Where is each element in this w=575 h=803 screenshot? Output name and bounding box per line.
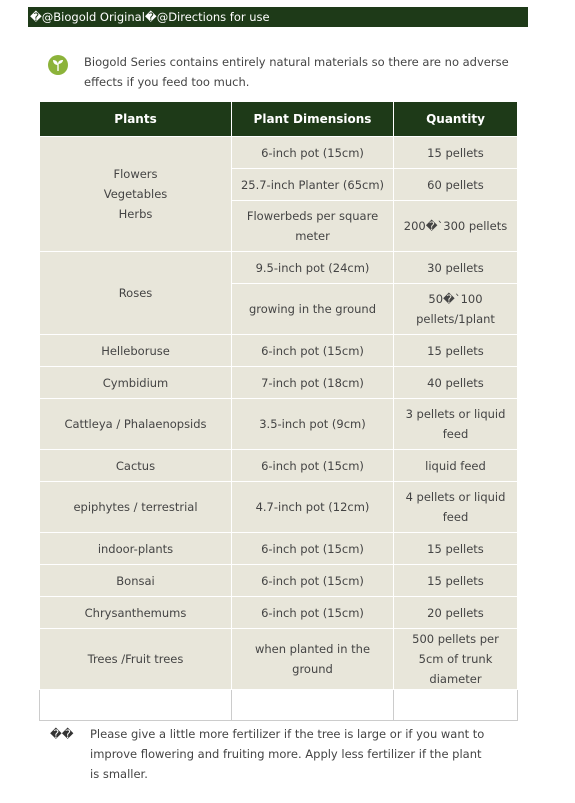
quantity-cell: 3 pellets or liquid feed (394, 399, 518, 450)
empty-cell (40, 690, 232, 721)
quantity-cell: liquid feed (394, 450, 518, 482)
header-plant-dimensions: Plant Dimensions (232, 102, 394, 137)
plant-name: Flowers (113, 167, 158, 181)
table-row (40, 399, 518, 450)
plant-name: Herbs (118, 207, 153, 221)
header-quantity: Quantity (394, 102, 518, 137)
empty-row (40, 690, 518, 721)
table-row (40, 565, 518, 597)
table-row (40, 482, 518, 533)
quantity-cell: 4 pellets or liquid feed (394, 482, 518, 533)
quantity-cell: 15 pellets (394, 137, 518, 169)
table-row (40, 137, 518, 169)
plant-cell: Roses (40, 252, 232, 335)
plant-name: Vegetables (103, 187, 168, 201)
table-row (40, 450, 518, 482)
table-row (40, 597, 518, 629)
dimension-cell: 25.7-inch Planter (65cm) (232, 169, 394, 201)
table-row (40, 533, 518, 565)
dimension-cell: 3.5-inch pot (9cm) (232, 399, 394, 450)
empty-cell (232, 690, 394, 721)
quantity-cell: 20 pellets (394, 597, 518, 629)
plant-cell: epiphytes / terrestrial (40, 482, 232, 533)
dimension-cell: 6-inch pot (15cm) (232, 335, 394, 367)
dimension-cell: 6-inch pot (15cm) (232, 450, 394, 482)
plant-cell: Cactus (40, 450, 232, 482)
leaf-icon (48, 55, 68, 75)
plant-cell: Chrysanthemums (40, 597, 232, 629)
empty-cell (394, 690, 518, 721)
dimension-cell: Flowerbeds per square meter (232, 201, 394, 252)
table-row (40, 629, 518, 690)
note-text: Please give a little more fertilizer if the tree is large or if you want to improve flowering and fruiting more. Apply less fertilizer if the plant is smaller. (90, 727, 485, 781)
dimension-cell: growing in the ground (232, 284, 394, 335)
plant-cell (40, 137, 232, 252)
table-row (40, 335, 518, 367)
plant-cell: Cymbidium (40, 367, 232, 399)
table-row (40, 252, 518, 284)
dimension-cell: 4.7-inch pot (12cm) (232, 482, 394, 533)
quantity-cell: 50�`100 pellets/1plant (394, 284, 518, 335)
dimension-cell: when planted in the ground (232, 629, 394, 690)
table-header-row (40, 102, 518, 137)
dimension-cell: 6-inch pot (15cm) (232, 137, 394, 169)
dimension-cell: 9.5-inch pot (24cm) (232, 252, 394, 284)
quantity-cell: 200�`300 pellets (394, 201, 518, 252)
plant-cell: Trees /Fruit trees (40, 629, 232, 690)
quantity-cell: 60 pellets (394, 169, 518, 201)
plant-cell: Cattleya / Phalaenopsids (40, 399, 232, 450)
table-row (40, 367, 518, 399)
plant-cell: Bonsai (40, 565, 232, 597)
plant-cell: Helleboruse (40, 335, 232, 367)
quantity-cell: 15 pellets (394, 533, 518, 565)
dimension-cell: 6-inch pot (15cm) (232, 533, 394, 565)
header-plants: Plants (40, 102, 232, 137)
quantity-cell: 500 pellets per 5cm of trunk diameter (394, 629, 518, 690)
quantity-cell: 40 pellets (394, 367, 518, 399)
dimension-cell: 7-inch pot (18cm) (232, 367, 394, 399)
dimension-cell: 6-inch pot (15cm) (232, 597, 394, 629)
quantity-cell: 15 pellets (394, 335, 518, 367)
intro-text: Biogold Series contains entirely natural materials so there are no adverse effects if you feed too much. (84, 55, 509, 89)
directions-table (39, 101, 518, 721)
dimension-cell: 6-inch pot (15cm) (232, 565, 394, 597)
quantity-cell: 15 pellets (394, 565, 518, 597)
note-marker: �� (50, 727, 74, 741)
page-title: �@Biogold Original�@Directions for use (28, 7, 528, 27)
quantity-cell: 30 pellets (394, 252, 518, 284)
plant-cell: indoor-plants (40, 533, 232, 565)
